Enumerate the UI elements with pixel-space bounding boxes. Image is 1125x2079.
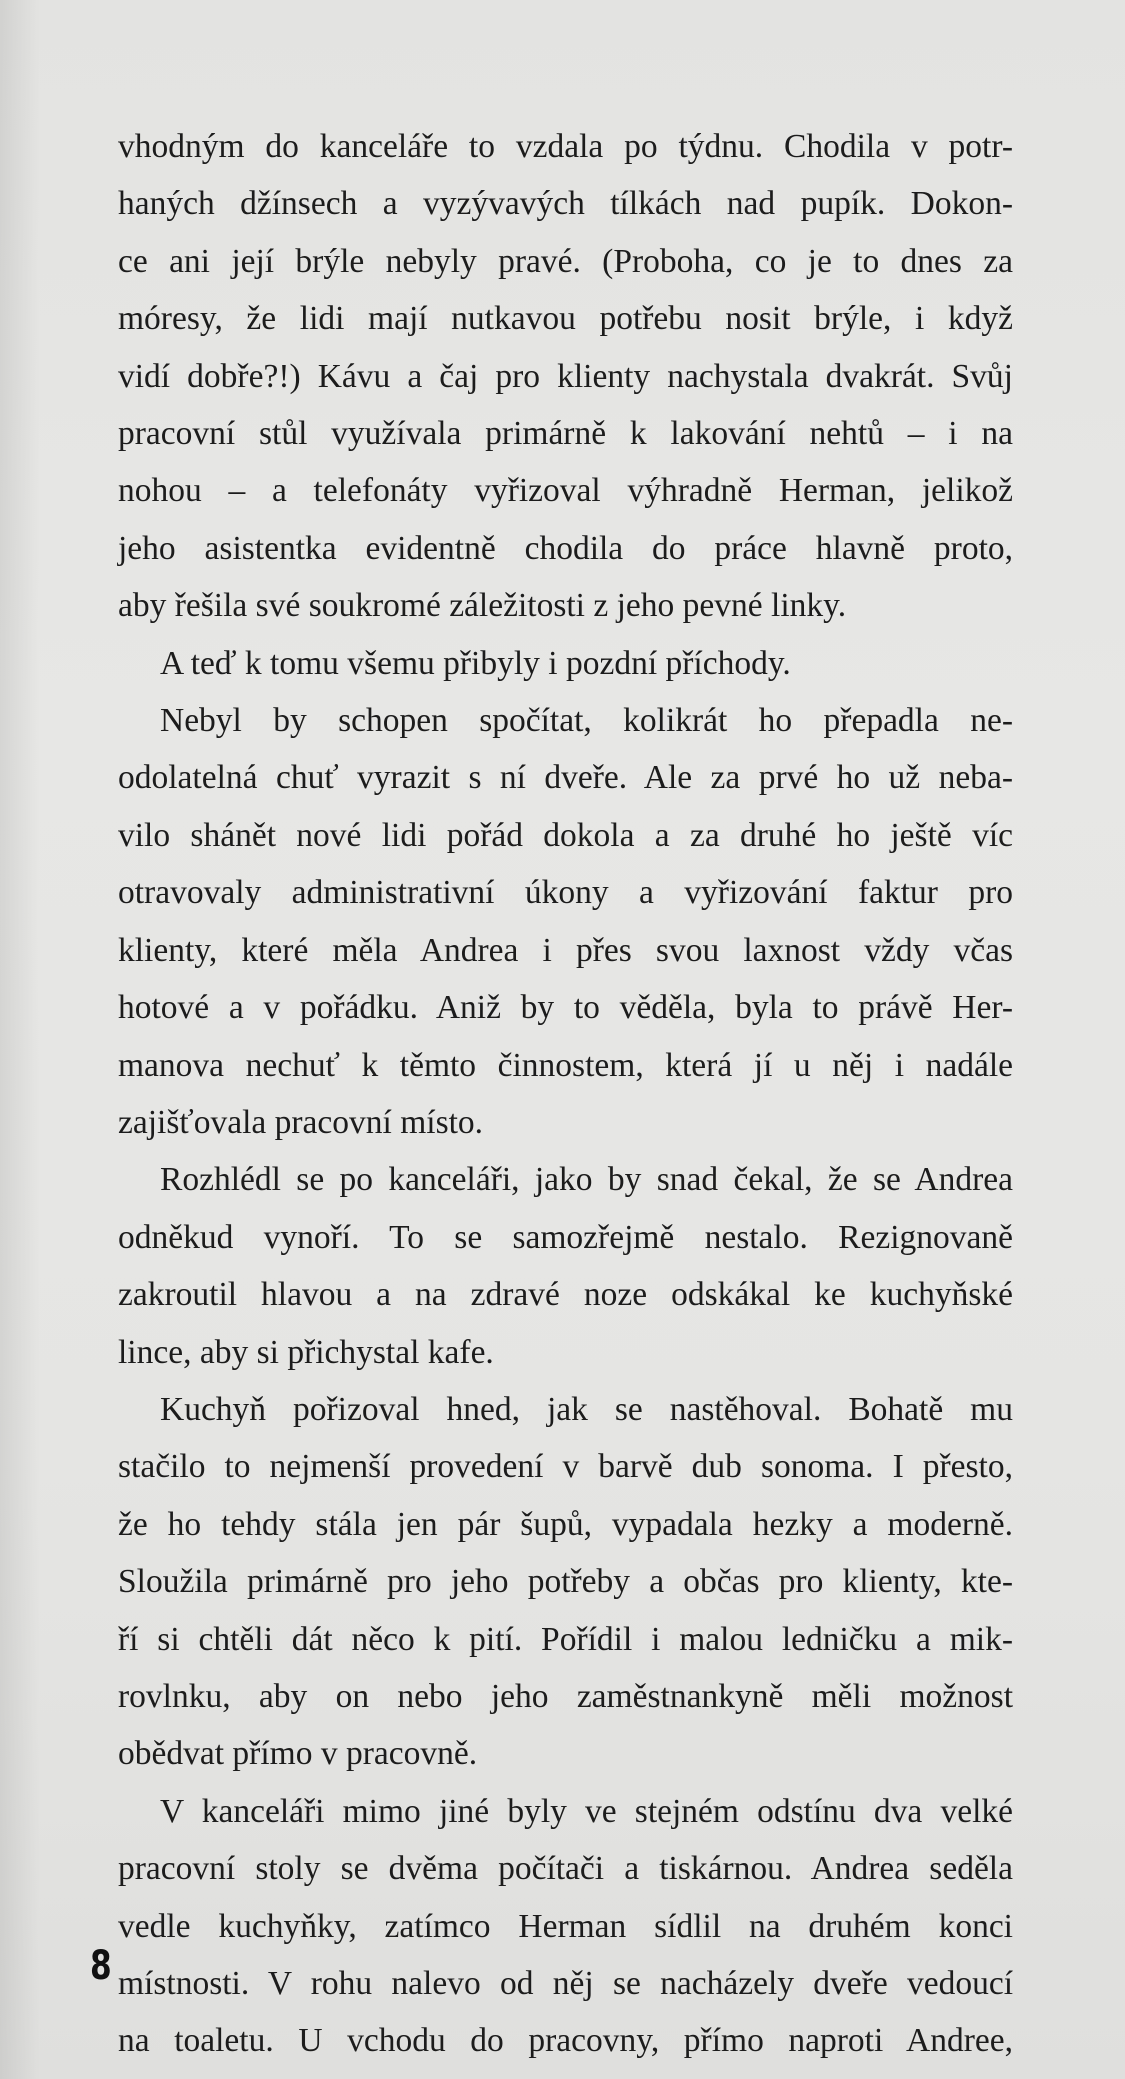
text-line: hotové a v pořádku. Aniž by to věděla, byla to právě Her- (118, 989, 1013, 1027)
text-line: jeho asistentka evidentně chodila do práce hlavně proto, (118, 529, 1013, 567)
text-line: V kanceláři mimo jiné byly ve stejném odstínu dva velké (160, 1792, 1013, 1830)
text-line: vilo shánět nové lidi pořád dokola a za druhé ho ještě víc (118, 816, 1013, 854)
text-line: móresy, že lidi mají nutkavou potřebu nosit brýle, i když (118, 300, 1013, 338)
text-line: Kuchyň pořizoval hned, jak se nastěhoval. Bohatě mu (160, 1390, 1013, 1428)
paragraph-3 (118, 692, 1013, 1151)
text-line: A teď k tomu všemu přibyly i pozdní příchody. (160, 644, 791, 682)
page-gutter-shadow (0, 0, 40, 2079)
text-line: rovlnku, aby on nebo jeho zaměstnankyně měli možnost (118, 1677, 1013, 1715)
text-line: obědvat přímo v pracovně. (118, 1735, 478, 1773)
paragraph-1 (118, 118, 1013, 635)
text-line: haných džínsech a vyzývavých tílkách nad pupík. Dokon- (118, 185, 1013, 223)
text-line: vidí dobře?!) Kávu a čaj pro klienty nachystala dvakrát. Svůj (118, 357, 1013, 395)
text-line: místnosti. V rohu nalevo od něj se nacházely dveře vedoucí (118, 1965, 1013, 2002)
page-number: 8 (90, 1943, 112, 1989)
text-line: manova nechuť k těmto činnostem, která jí u něj i nadále (118, 1046, 1013, 1084)
text-line: ce ani její brýle nebyly pravé. (Proboha, co je to dnes za (118, 242, 1013, 280)
paragraph-4 (118, 1151, 1013, 1381)
paragraph-2 (118, 635, 1013, 692)
text-line: že ho tehdy stála jen pár šupů, vypadala hezky a moderně. (118, 1505, 1013, 1543)
text-line: pracovní stůl využívala primárně k lakování nehtů – i na (118, 415, 1013, 453)
text-line: vedle kuchyňky, zatímco Herman sídlil na druhém konci (118, 1907, 1013, 1945)
text-line: pracovní stoly se dvěma počítači a tiskárnou. Andrea seděla (118, 1850, 1013, 1888)
text-line: Rozhlédl se po kanceláři, jako by snad čekal, že se Andrea (160, 1161, 1013, 1199)
text-line: zajišťovala pracovní místo. (118, 1103, 484, 1141)
text-line: aby řešila své soukromé záležitosti z jeho pevné linky. (118, 587, 847, 625)
text-line: klienty, které měla Andrea i přes svou laxnost vždy včas (118, 931, 1013, 969)
text-line: lince, aby si přichystal kafe. (118, 1333, 494, 1371)
text-line: na toaletu. U vchodu do pracovny, přímo naproti Andree, (118, 2022, 1013, 2060)
text-line: zakroutil hlavou a na zdravé noze odskákal ke kuchyňské (118, 1276, 1013, 1314)
text-line: vhodným do kanceláře to vzdala po týdnu. Chodila v potr- (118, 128, 1013, 165)
paragraph-6 (118, 1783, 1013, 2070)
text-line: odolatelná chuť vyrazit s ní dveře. Ale za prvé ho už neba- (118, 759, 1013, 797)
text-line: nohou – a telefonáty vyřizoval výhradně Herman, jelikož (118, 472, 1013, 510)
paragraph-5 (118, 1381, 1013, 1783)
text-line: odněkud vynoří. To se samozřejmě nestalo. Rezignovaně (118, 1218, 1013, 1256)
text-line: ří si chtěli dát něco k pití. Pořídil i malou ledničku a mik- (118, 1620, 1013, 1658)
text-line: Nebyl by schopen spočítat, kolikrát ho přepadla ne- (160, 702, 1013, 740)
text-line: stačilo to nejmenší provedení v barvě dub sonoma. I přesto, (118, 1448, 1013, 1486)
text-line: Sloužila primárně pro jeho potřeby a občas pro klienty, kte- (118, 1563, 1013, 1601)
text-line: otravovaly administrativní úkony a vyřizování faktur pro (118, 874, 1013, 912)
body-text (118, 118, 1013, 2070)
